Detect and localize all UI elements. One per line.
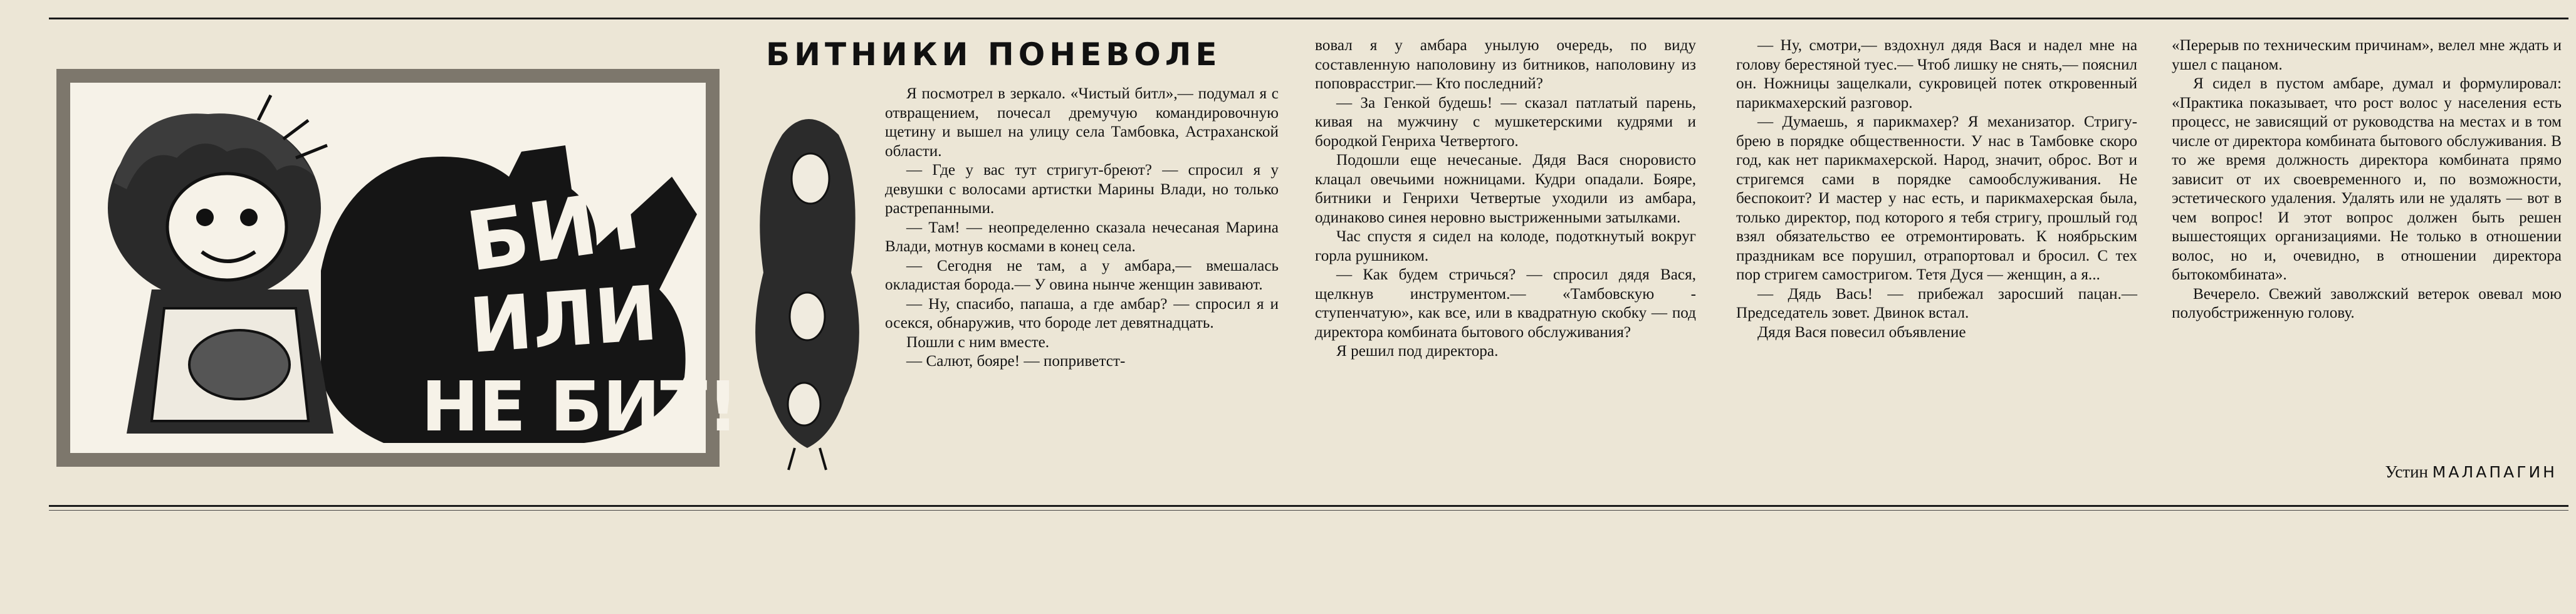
paragraph: — Думаешь, я парикмахер? Я механизатор. Стригу-брею в порядке общественности. У нас в Тамбовке скоро год, как нет парикмахерской. Народ, значит, оброс. Вот и стригемся сами в порядке самообслуживания. Не беспокоит? И мастер у нас есть, и парикмахерская была, только директор, под которого я тебя стригу, прошлый год взял обязательство ее отремонтировать. К ноябрьским праздникам все порушил, отрапортовал и бросил. С тех пор стригем самостригом. Тетя Дуся — женщин, а я... [1736, 113, 2137, 283]
top-rule [49, 18, 2568, 19]
author-surname: МАЛАПАГИН [2432, 463, 2557, 481]
article-column-1 [885, 85, 1279, 498]
cartoon-word-3: НЕ БИТ! [421, 367, 739, 447]
paragraph: Я решил под директора. [1336, 343, 1499, 360]
paragraph: — Где у вас тут стригут-бреют? — спросил я у девушки с волосами артистки Марины Влади, но только растрепанными. [885, 162, 1279, 217]
paragraph: — Сегодня не там, а у амбара,— вмешалась окладистая борода.— У овина нынче женщин завивают. [885, 257, 1279, 293]
paragraph: Подошли еще нечесаные. Дядя Вася сноровисто клацал овечьими ножницами. Кудри опадали. Бояре, битники и Генрихи Четвертые уходили из амбара, одинаково синея неровно выстриженными затылками. [1315, 152, 1696, 226]
article-column-2 [1315, 36, 1696, 487]
bottom-rule-thin [49, 510, 2568, 511]
cartoon-face [167, 174, 286, 280]
paragraph: Я посмотрел в зеркало. «Чистый битл»,— подумал я с отвращением, почесал дремучую командировочную щетину и вышел на улицу села Тамбовка, Астраханской области. [885, 85, 1279, 160]
paragraph: — Дядь Вась! — прибежал заросший пацан.— Председатель зовет. Двинок встал. [1736, 285, 2137, 321]
cartoon-panel [70, 83, 739, 453]
paragraph: — Салют, бояре! — поприветст- [906, 353, 1126, 370]
paragraph: Вечерело. Свежий заволжский ветерок овевал мою полуобстриженную голову. [2172, 285, 2562, 321]
paragraph: «Перерыв по техническим причинам», велел мне ждать и ушел с пацаном. [2172, 37, 2562, 73]
paragraph: — Там! — неопределенно сказала нечесаная Марина Влади, мотнув космами в конец села. [885, 219, 1279, 255]
article-column-4 [2172, 36, 2562, 425]
paragraph: — Ну, смотри,— вздохнул дядя Вася и надел мне на голову берестяной туес.— Чтоб лишку не снять,— пояснил он. Ножницы защелкали, сукровицей потек откровенный парикмахерский разговор. [1736, 37, 2137, 112]
sketch-face-1 [792, 154, 829, 204]
paragraph: Дядя Вася повесил объявление [1757, 323, 1966, 341]
cartoon-word-2: ИЛИ [466, 270, 661, 370]
cartoon-illustration [56, 69, 739, 467]
paragraph: вовал я у амбара унылую очередь, по виду составленную наполовину из битников, наполовину из поповрасстриг.— Кто последний? [1315, 37, 1696, 92]
bottom-rule [49, 505, 2568, 507]
article-headline: БИТНИКИ ПОНЕВОЛЕ [766, 36, 1222, 73]
author-byline [2281, 462, 2557, 482]
paragraph: Пошли с ним вместе. [906, 333, 1050, 351]
cartoon-drawing [70, 83, 739, 453]
paragraph: Час спустя я сидел на колоде, подоткнутый вокруг горла рушником. [1315, 228, 1696, 264]
article-column-3 [1736, 36, 2137, 487]
sketch-face-3 [788, 383, 820, 425]
paragraph: Я сидел в пустом амбаре, думал и формулировал: «Практика показывает, что рост волос у населения есть процесс, не зависящий от руководства на местах и в том числе от директора комбината бытового обслуживания. В то же время должность директора комбината прямо зависит от их своевременного и, по возможности, эстетического удаления. Удалять или не удалять — вот в чем вопрос! И этот вопрос должен быть решен вышестоящих организациями. Не только в отношении волос, но и, очевидно, в отношении директора бытокомбината». [2172, 75, 2562, 283]
paragraph: — Как будем стричься? — спросил дядя Вася, щелкнув инструментом.— «Тамбовскую - ступенчатую», как все, или в квадратную скобку — под директора комбината бытового обслуживания? [1315, 266, 1696, 341]
cartoon-word-1: БИТ [461, 169, 658, 290]
paragraph: — За Генкой будешь! — сказал патлатый парень, кивая на мужчину с мушкетерскими кудрями и бородкой Генриха Четвертого. [1315, 94, 1696, 150]
paragraph: — Ну, спасибо, папаша, а где амбар? — спросил я и осекся, обнаружив, что бороде лет девятнадцать. [885, 295, 1279, 331]
author-first-name: Устин [2385, 462, 2429, 481]
sketch-face-2 [790, 293, 825, 340]
long-hair-sketch [745, 110, 870, 473]
